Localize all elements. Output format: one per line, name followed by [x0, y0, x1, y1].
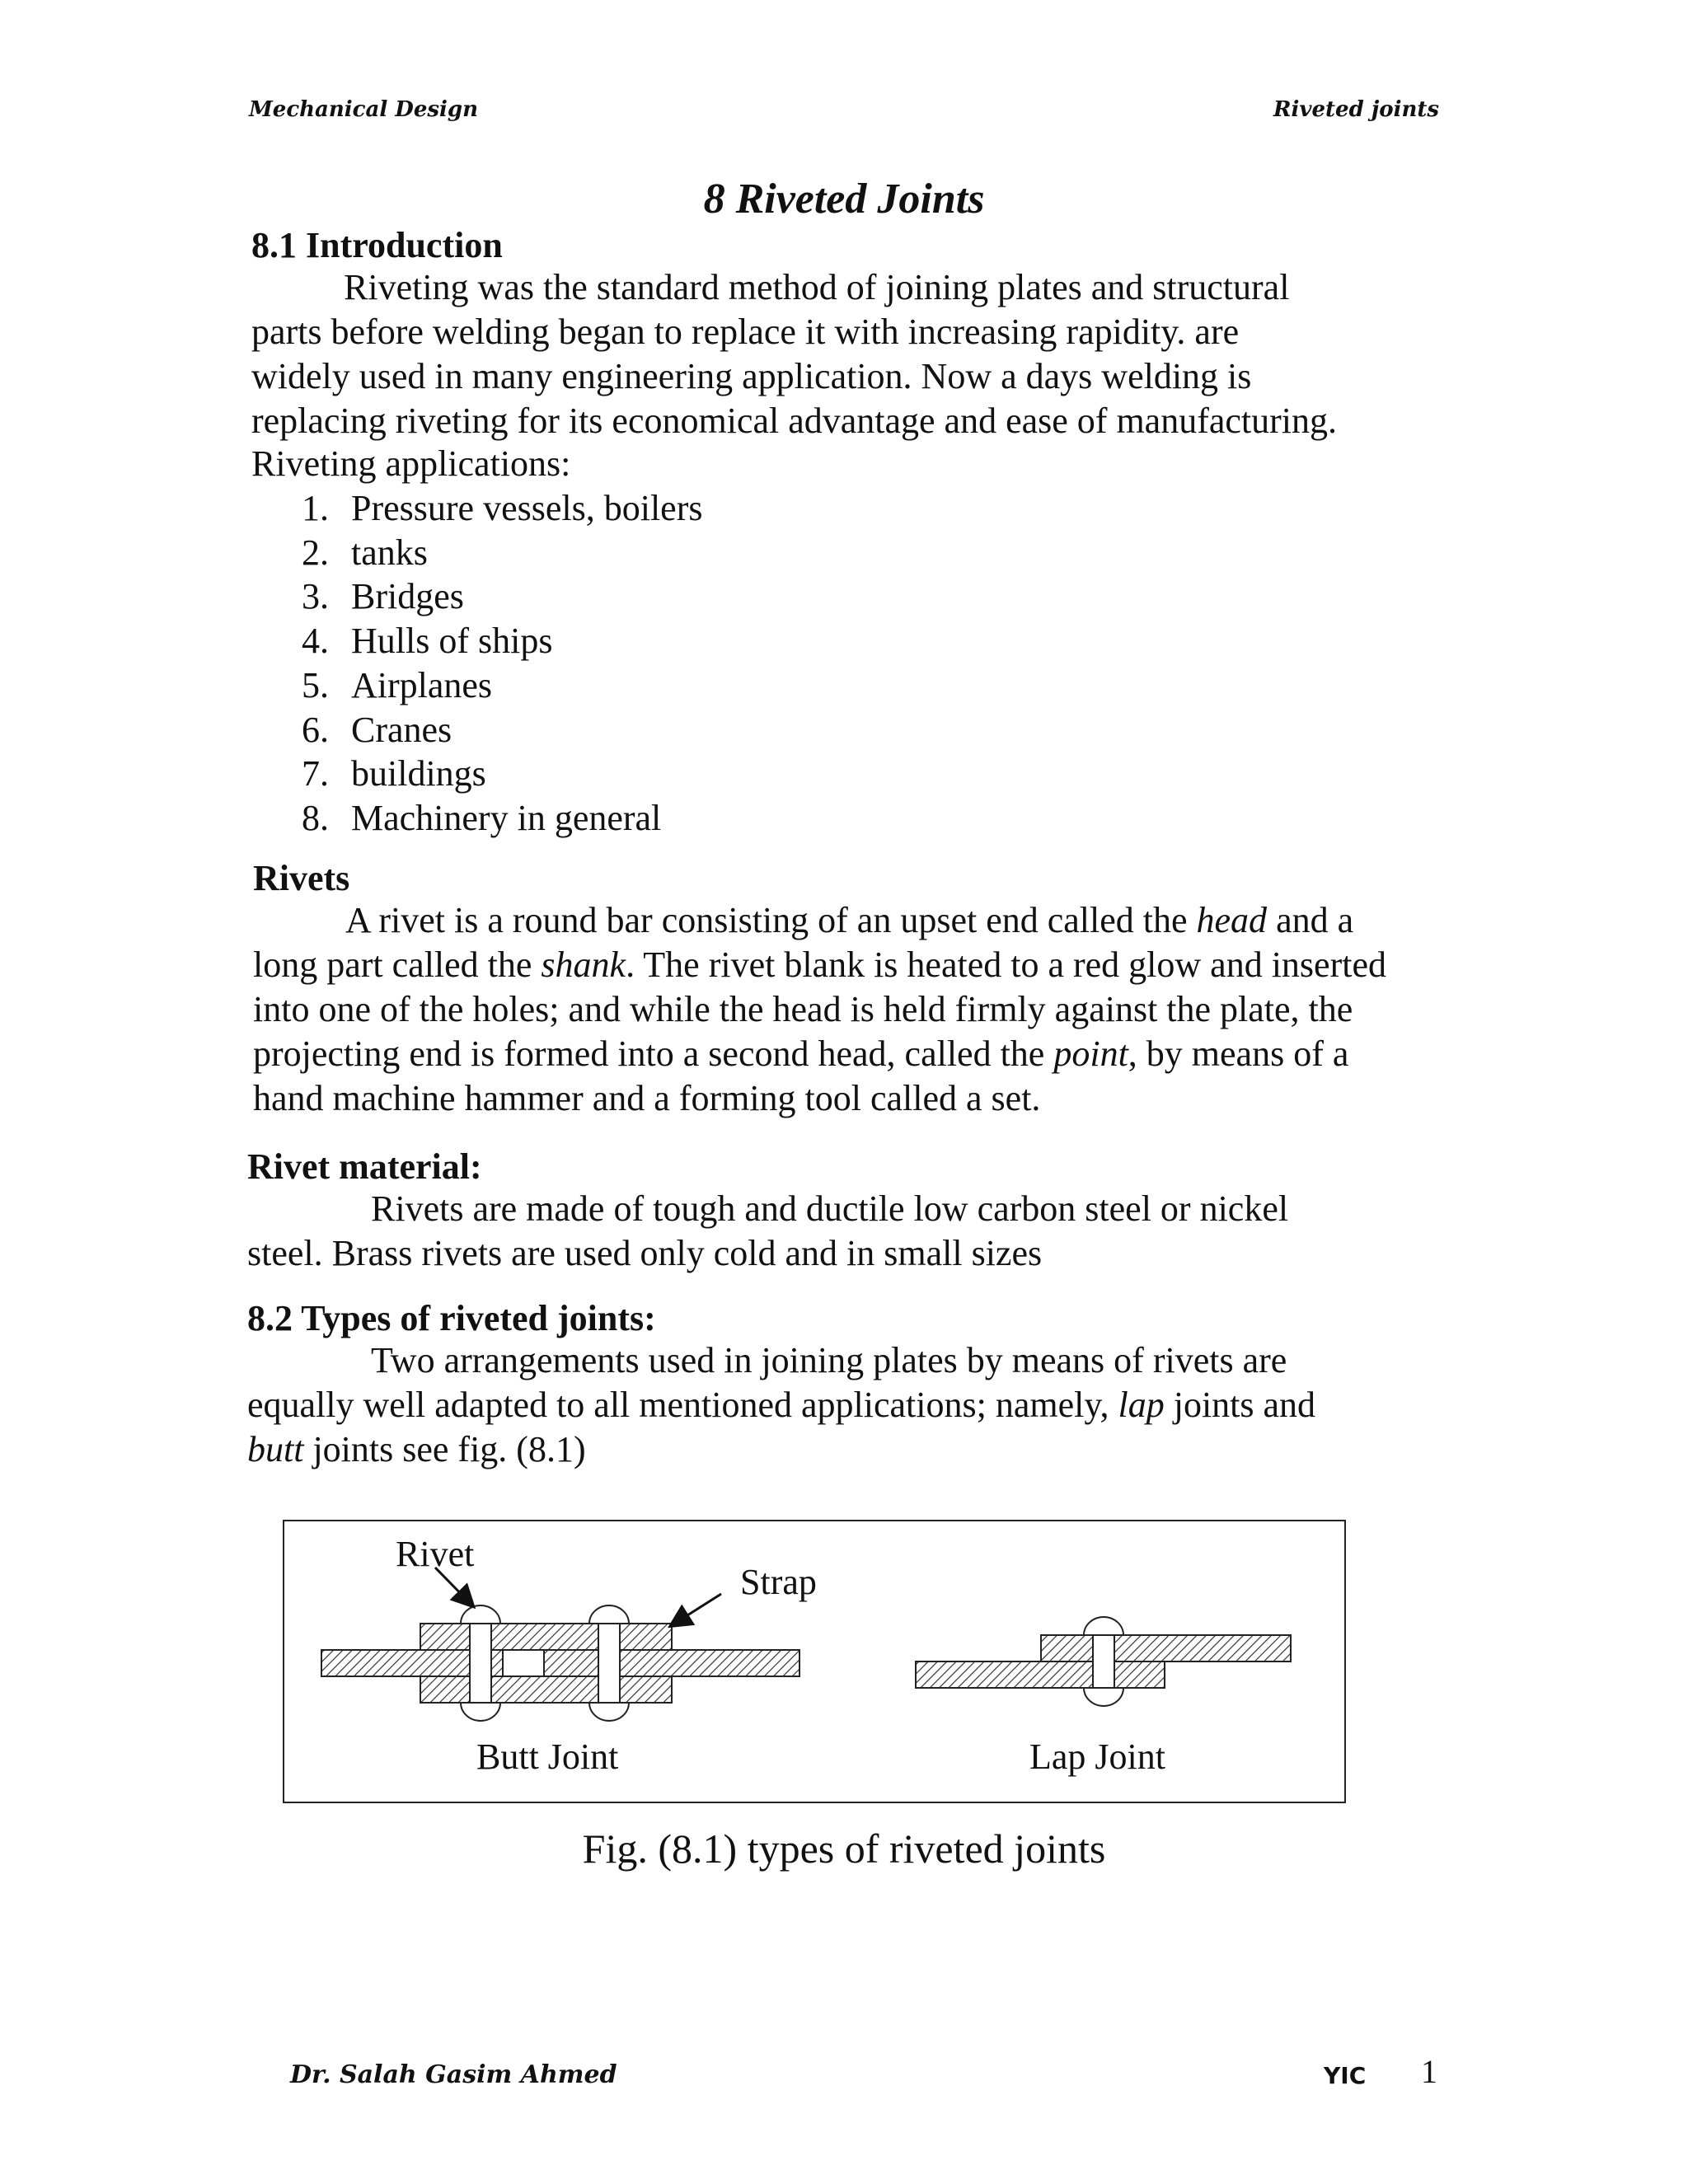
- term-shank: shank: [541, 944, 626, 985]
- butt-plate-right: [544, 1650, 799, 1676]
- rivet-head: [461, 1605, 500, 1624]
- intro-line: parts before welding began to replace it with increasing rapidity. are: [251, 312, 1240, 352]
- lap-plate-top: [1041, 1635, 1291, 1661]
- butt-strap-top: [420, 1624, 672, 1650]
- applications-list: [302, 486, 703, 841]
- list-item: 4. Hulls of ships: [302, 621, 553, 662]
- label-rivet: Rivet: [396, 1534, 475, 1574]
- rivet-shank: [470, 1624, 491, 1703]
- figure-riveted-joints: [283, 1520, 1346, 1803]
- rivets-paragraph: A rivet is a round bar consisting of an upset end called the head and a long part called the shank. The rivet blank is heated to a red glow and inserted into one of the holes; and while the head is held firmly against the plate, the projecting end is formed into a second head, called the point, by means of a hand machine hammer and a forming tool called a set.: [253, 900, 1386, 1118]
- list-item: 3. Bridges: [302, 576, 464, 617]
- intro-line: Riveting was the standard method of joining plates and structural: [344, 267, 1290, 307]
- butt-joint-drawing: [321, 1534, 817, 1777]
- label-strap: Strap: [740, 1562, 817, 1602]
- term-head: head: [1196, 900, 1268, 940]
- rivet-head: [589, 1605, 629, 1624]
- lap-joint-drawing: [916, 1617, 1291, 1777]
- header-right: Riveted joints: [1273, 97, 1439, 122]
- label-lap-joint: Lap Joint: [1029, 1736, 1165, 1777]
- intro-paragraph: [251, 265, 1404, 443]
- types-paragraph: Two arrangements used in joining plates by means of rivets are equally well adapted to all mentioned applications; namely, lap joints and butt joints see fig. (8.1): [247, 1340, 1316, 1469]
- material-heading: Rivet material:: [247, 1146, 482, 1187]
- term-point: point: [1053, 1033, 1128, 1074]
- term-lap: lap: [1118, 1385, 1165, 1425]
- header-left: Mechanical Design: [249, 97, 478, 122]
- figure-caption: Fig. (8.1) types of riveted joints: [582, 1825, 1106, 1872]
- term-butt: butt: [247, 1429, 304, 1469]
- list-item: 6. Cranes: [302, 709, 452, 750]
- rivet-point: [1084, 1688, 1123, 1706]
- list-item: 2. tanks: [302, 532, 428, 573]
- types-heading: 8.2 Types of riveted joints:: [247, 1298, 656, 1338]
- page-title: 8 Riveted Joints: [703, 176, 985, 223]
- lap-plate-bottom: [916, 1661, 1165, 1688]
- list-item: 1. Pressure vessels, boilers: [302, 488, 703, 528]
- applications-label: Riveting applications:: [251, 443, 571, 484]
- intro-line: replacing riveting for its economical advantage and ease of manufacturing.: [251, 401, 1338, 441]
- rivet-shank: [1093, 1635, 1114, 1688]
- rivet-point: [589, 1703, 629, 1721]
- footer-author: Dr. Salah Gasim Ahmed: [290, 2060, 617, 2089]
- label-butt-joint: Butt Joint: [476, 1736, 619, 1777]
- intro-line: widely used in many engineering application. Now a days welding is: [251, 356, 1252, 396]
- list-item: 8. Machinery in general: [302, 797, 662, 838]
- page-number: 1: [1421, 2053, 1437, 2090]
- rivet-head: [1084, 1617, 1123, 1635]
- joint-diagram: [284, 1521, 1348, 1805]
- list-item: 7. buildings: [302, 753, 486, 794]
- rivets-heading: Rivets: [253, 858, 350, 898]
- rivet-point: [461, 1703, 500, 1721]
- intro-heading: 8.1 Introduction: [251, 225, 503, 265]
- rivet-shank: [598, 1624, 620, 1703]
- butt-strap-bottom: [420, 1676, 672, 1703]
- list-item: 5. Airplanes: [302, 664, 493, 705]
- material-paragraph: Rivets are made of tough and ductile low carbon steel or nickel steel. Brass rivets are used only cold and in small sizes: [247, 1188, 1289, 1273]
- footer-mark: YIC: [1324, 2062, 1367, 2089]
